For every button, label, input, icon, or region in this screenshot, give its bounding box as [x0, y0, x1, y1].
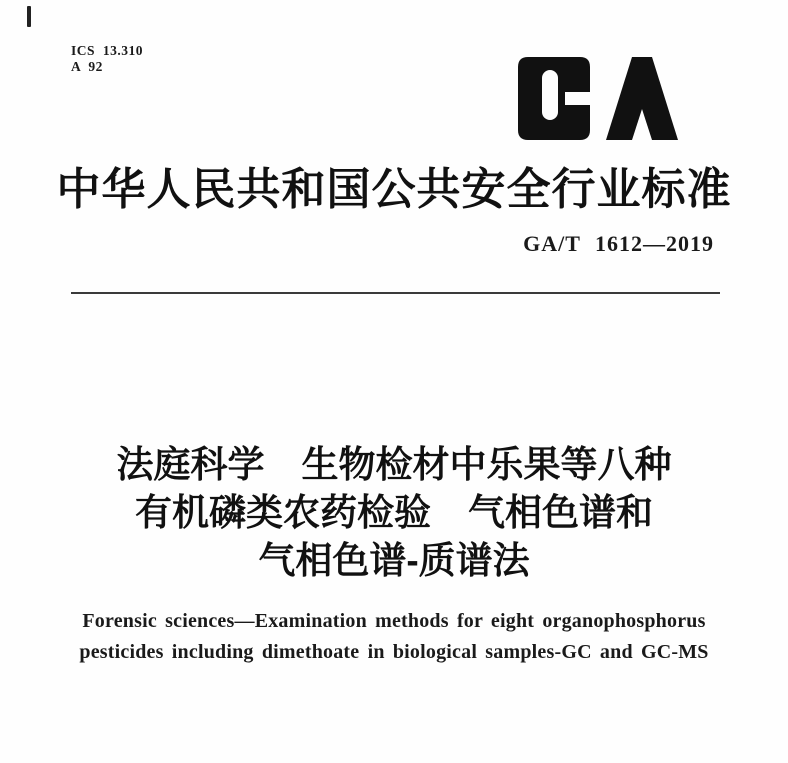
classification-code: A 92 [71, 58, 103, 74]
ics-block [71, 43, 143, 74]
ga-logo-icon [518, 57, 678, 140]
standard-number: GA/T 1612—2019 [523, 231, 714, 256]
standard-type-title: 中华人民共和国公共安全行业标准 [56, 165, 732, 214]
english-title-line1: Forensic sciences—Examination methods for eight organophosphorus [82, 610, 706, 632]
chinese-title-line1: 法庭科学 生物检材中乐果等八种 [116, 444, 672, 485]
chinese-title-line2: 有机磷类农药检验 气相色谱和 [135, 492, 653, 533]
scan-artifact [27, 6, 31, 27]
chinese-title-line3: 气相色谱-质谱法 [258, 540, 530, 581]
english-title [0, 606, 788, 668]
ga-logo-text [678, 57, 679, 58]
header-rule [71, 292, 720, 294]
english-title-line2: pesticides including dimethoate in biological samples-GC and GC-MS [79, 641, 709, 663]
chinese-title [0, 441, 788, 585]
ga-logo [518, 57, 678, 140]
ics-code: ICS 13.310 [71, 43, 144, 58]
